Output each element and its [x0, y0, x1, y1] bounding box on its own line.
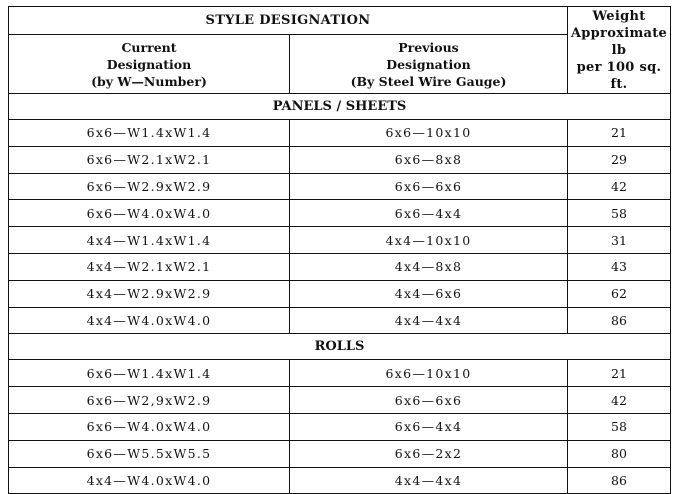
weight-header-line-1: Weight — [592, 8, 646, 24]
current-designation-cell: 4x4—W2.1xW2.1 — [9, 253, 290, 280]
wire-mesh-style-table — [8, 6, 671, 494]
previous-designation-cell: 6x6—6x6 — [290, 173, 568, 200]
weight-cell: 42 — [568, 173, 671, 200]
current-designation-cell: 6x6—W2,9xW2.9 — [9, 387, 290, 414]
weight-cell: 21 — [568, 120, 671, 147]
current-designation-cell: 6x6—W4.0xW4.0 — [9, 200, 290, 227]
current-designation-cell: 6x6—W1.4xW1.4 — [9, 360, 290, 387]
weight-header — [568, 7, 671, 94]
previous-designation-cell: 6x6—10x10 — [290, 360, 568, 387]
table-row — [9, 173, 671, 200]
table-row — [9, 440, 671, 467]
table-row — [9, 120, 671, 147]
previous-header-line-1: Previous — [398, 39, 459, 55]
previous-designation-cell: 6x6—6x6 — [290, 387, 568, 414]
current-designation-cell: 4x4—W1.4xW1.4 — [9, 227, 290, 254]
table-row — [9, 200, 671, 227]
panels-section-title: PANELS / SHEETS — [9, 94, 671, 120]
previous-header-line-2: Designation — [386, 56, 471, 72]
current-designation-cell: 4x4—W2.9xW2.9 — [9, 280, 290, 307]
weight-cell: 43 — [568, 253, 671, 280]
panels-section-header — [9, 94, 671, 120]
weight-cell: 42 — [568, 387, 671, 414]
weight-cell: 62 — [568, 280, 671, 307]
current-header-line-1: Current — [121, 39, 177, 55]
table-row — [9, 227, 671, 254]
weight-cell: 80 — [568, 440, 671, 467]
current-designation-header — [9, 35, 290, 94]
weight-header-line-3: per 100 sq. ft. — [576, 59, 662, 92]
previous-designation-cell: 6x6—4x4 — [290, 200, 568, 227]
previous-designation-cell: 4x4—4x4 — [290, 467, 568, 494]
table-row — [9, 253, 671, 280]
previous-header-line-3: (By Steel Wire Gauge) — [350, 73, 507, 89]
weight-cell: 58 — [568, 413, 671, 440]
current-designation-cell: 6x6—W1.4xW1.4 — [9, 120, 290, 147]
weight-cell: 86 — [568, 307, 671, 334]
previous-designation-cell: 6x6—4x4 — [290, 413, 568, 440]
previous-designation-cell: 4x4—4x4 — [290, 307, 568, 334]
previous-designation-cell: 4x4—8x8 — [290, 253, 568, 280]
rolls-section-title: ROLLS — [9, 334, 671, 360]
table-row — [9, 307, 671, 334]
previous-designation-cell: 6x6—10x10 — [290, 120, 568, 147]
previous-designation-cell: 6x6—8x8 — [290, 146, 568, 173]
weight-cell: 29 — [568, 146, 671, 173]
current-designation-cell: 6x6—W2.1xW2.1 — [9, 146, 290, 173]
current-header-line-3: (by W—Number) — [91, 73, 207, 89]
weight-cell: 21 — [568, 360, 671, 387]
previous-designation-header — [290, 35, 568, 94]
previous-designation-cell: 4x4—10x10 — [290, 227, 568, 254]
table-row — [9, 387, 671, 414]
table-row — [9, 360, 671, 387]
current-designation-cell: 4x4—W4.0xW4.0 — [9, 307, 290, 334]
current-designation-cell: 6x6—W4.0xW4.0 — [9, 413, 290, 440]
current-designation-cell: 6x6—W2.9xW2.9 — [9, 173, 290, 200]
current-header-line-2: Designation — [106, 56, 192, 72]
table-row — [9, 146, 671, 173]
previous-designation-cell: 6x6—2x2 — [290, 440, 568, 467]
weight-cell: 86 — [568, 467, 671, 494]
table-row — [9, 413, 671, 440]
previous-designation-cell: 4x4—6x6 — [290, 280, 568, 307]
style-designation-header: STYLE DESIGNATION — [9, 7, 568, 35]
weight-header-line-2: Approximate lb — [570, 25, 668, 58]
weight-cell: 31 — [568, 227, 671, 254]
current-designation-cell: 6x6—W5.5xW5.5 — [9, 440, 290, 467]
current-designation-cell: 4x4—W4.0xW4.0 — [9, 467, 290, 494]
header-row-top — [9, 7, 671, 35]
table-body — [9, 7, 671, 494]
table-row — [9, 280, 671, 307]
weight-cell: 58 — [568, 200, 671, 227]
rolls-section-header — [9, 334, 671, 360]
table-row — [9, 467, 671, 494]
wire-mesh-table-container — [8, 6, 670, 494]
